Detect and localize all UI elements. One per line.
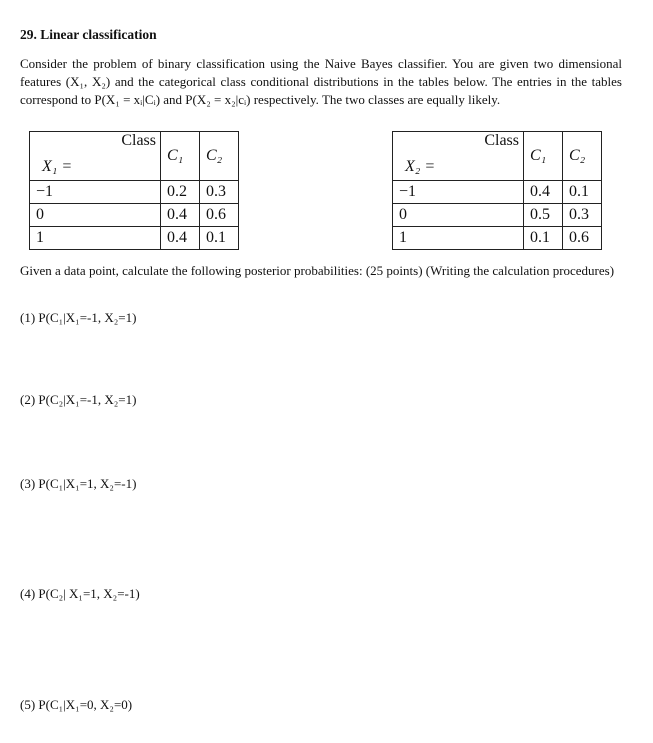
sub-question-4: (4) P(C₂| X₁=1, X₂=-1) xyxy=(20,586,140,601)
variable-label: X₂ = xyxy=(405,158,436,175)
c2-prob: 0.6 xyxy=(200,204,239,227)
x-value: 1 xyxy=(30,227,161,250)
table-row xyxy=(393,227,602,250)
question-heading: 29. Linear classification xyxy=(20,27,157,42)
class-c2-header: C₂ xyxy=(563,132,602,181)
c2-prob: 0.1 xyxy=(563,181,602,204)
c2-prob: 0.3 xyxy=(200,181,239,204)
c1-prob: 0.4 xyxy=(161,204,200,227)
x-value: −1 xyxy=(393,181,524,204)
problem-statement: Consider the problem of binary classification using the Naive Bayes classifier. You are given two dimensional features (X₁, X₂) and the categorical class conditional distributions in the tables below. The entries in the tables correspond to P(X₁ = xᵢ|Cᵢ) and P(X₂ = x₂|cᵢ) respectively. The two classes are equally likely. xyxy=(20,56,622,107)
variable-label: X₁ = xyxy=(42,158,73,175)
class-label: Class xyxy=(121,132,156,149)
table-row xyxy=(393,181,602,204)
class-c2-header: C₂ xyxy=(200,132,239,181)
c2-prob: 0.1 xyxy=(200,227,239,250)
x-value: 1 xyxy=(393,227,524,250)
class-label: Class xyxy=(484,132,519,149)
c1-prob: 0.1 xyxy=(524,227,563,250)
sub-question-3: (3) P(C₁|X₁=1, X₂=-1) xyxy=(20,476,137,491)
table-row xyxy=(393,204,602,227)
c1-prob: 0.2 xyxy=(161,181,200,204)
c2-prob: 0.6 xyxy=(563,227,602,250)
table-header-row xyxy=(30,132,239,181)
table-row xyxy=(30,204,239,227)
x-value: −1 xyxy=(30,181,161,204)
class-c1-header: C₁ xyxy=(161,132,200,181)
x-value: 0 xyxy=(30,204,161,227)
instructions: Given a data point, calculate the following posterior probabilities: (25 points) (Writing the calculation procedures) xyxy=(20,263,615,278)
sub-question-2: (2) P(C₂|X₁=-1, X₂=1) xyxy=(20,392,137,407)
class-c1-header: C₁ xyxy=(524,132,563,181)
table-corner-cell xyxy=(393,132,524,181)
x-value: 0 xyxy=(393,204,524,227)
table-header-row xyxy=(393,132,602,181)
c1-prob: 0.4 xyxy=(524,181,563,204)
table-row xyxy=(30,181,239,204)
table-corner-cell xyxy=(30,132,161,181)
x2-distribution-table xyxy=(392,131,602,250)
table-row xyxy=(30,227,239,250)
c2-prob: 0.3 xyxy=(563,204,602,227)
sub-question-5: (5) P(C₁|X₁=0, X₂=0) xyxy=(20,697,133,712)
sub-question-1: (1) P(C₁|X₁=-1, X₂=1) xyxy=(20,310,137,325)
c1-prob: 0.5 xyxy=(524,204,563,227)
c1-prob: 0.4 xyxy=(161,227,200,250)
x1-distribution-table xyxy=(29,131,239,250)
